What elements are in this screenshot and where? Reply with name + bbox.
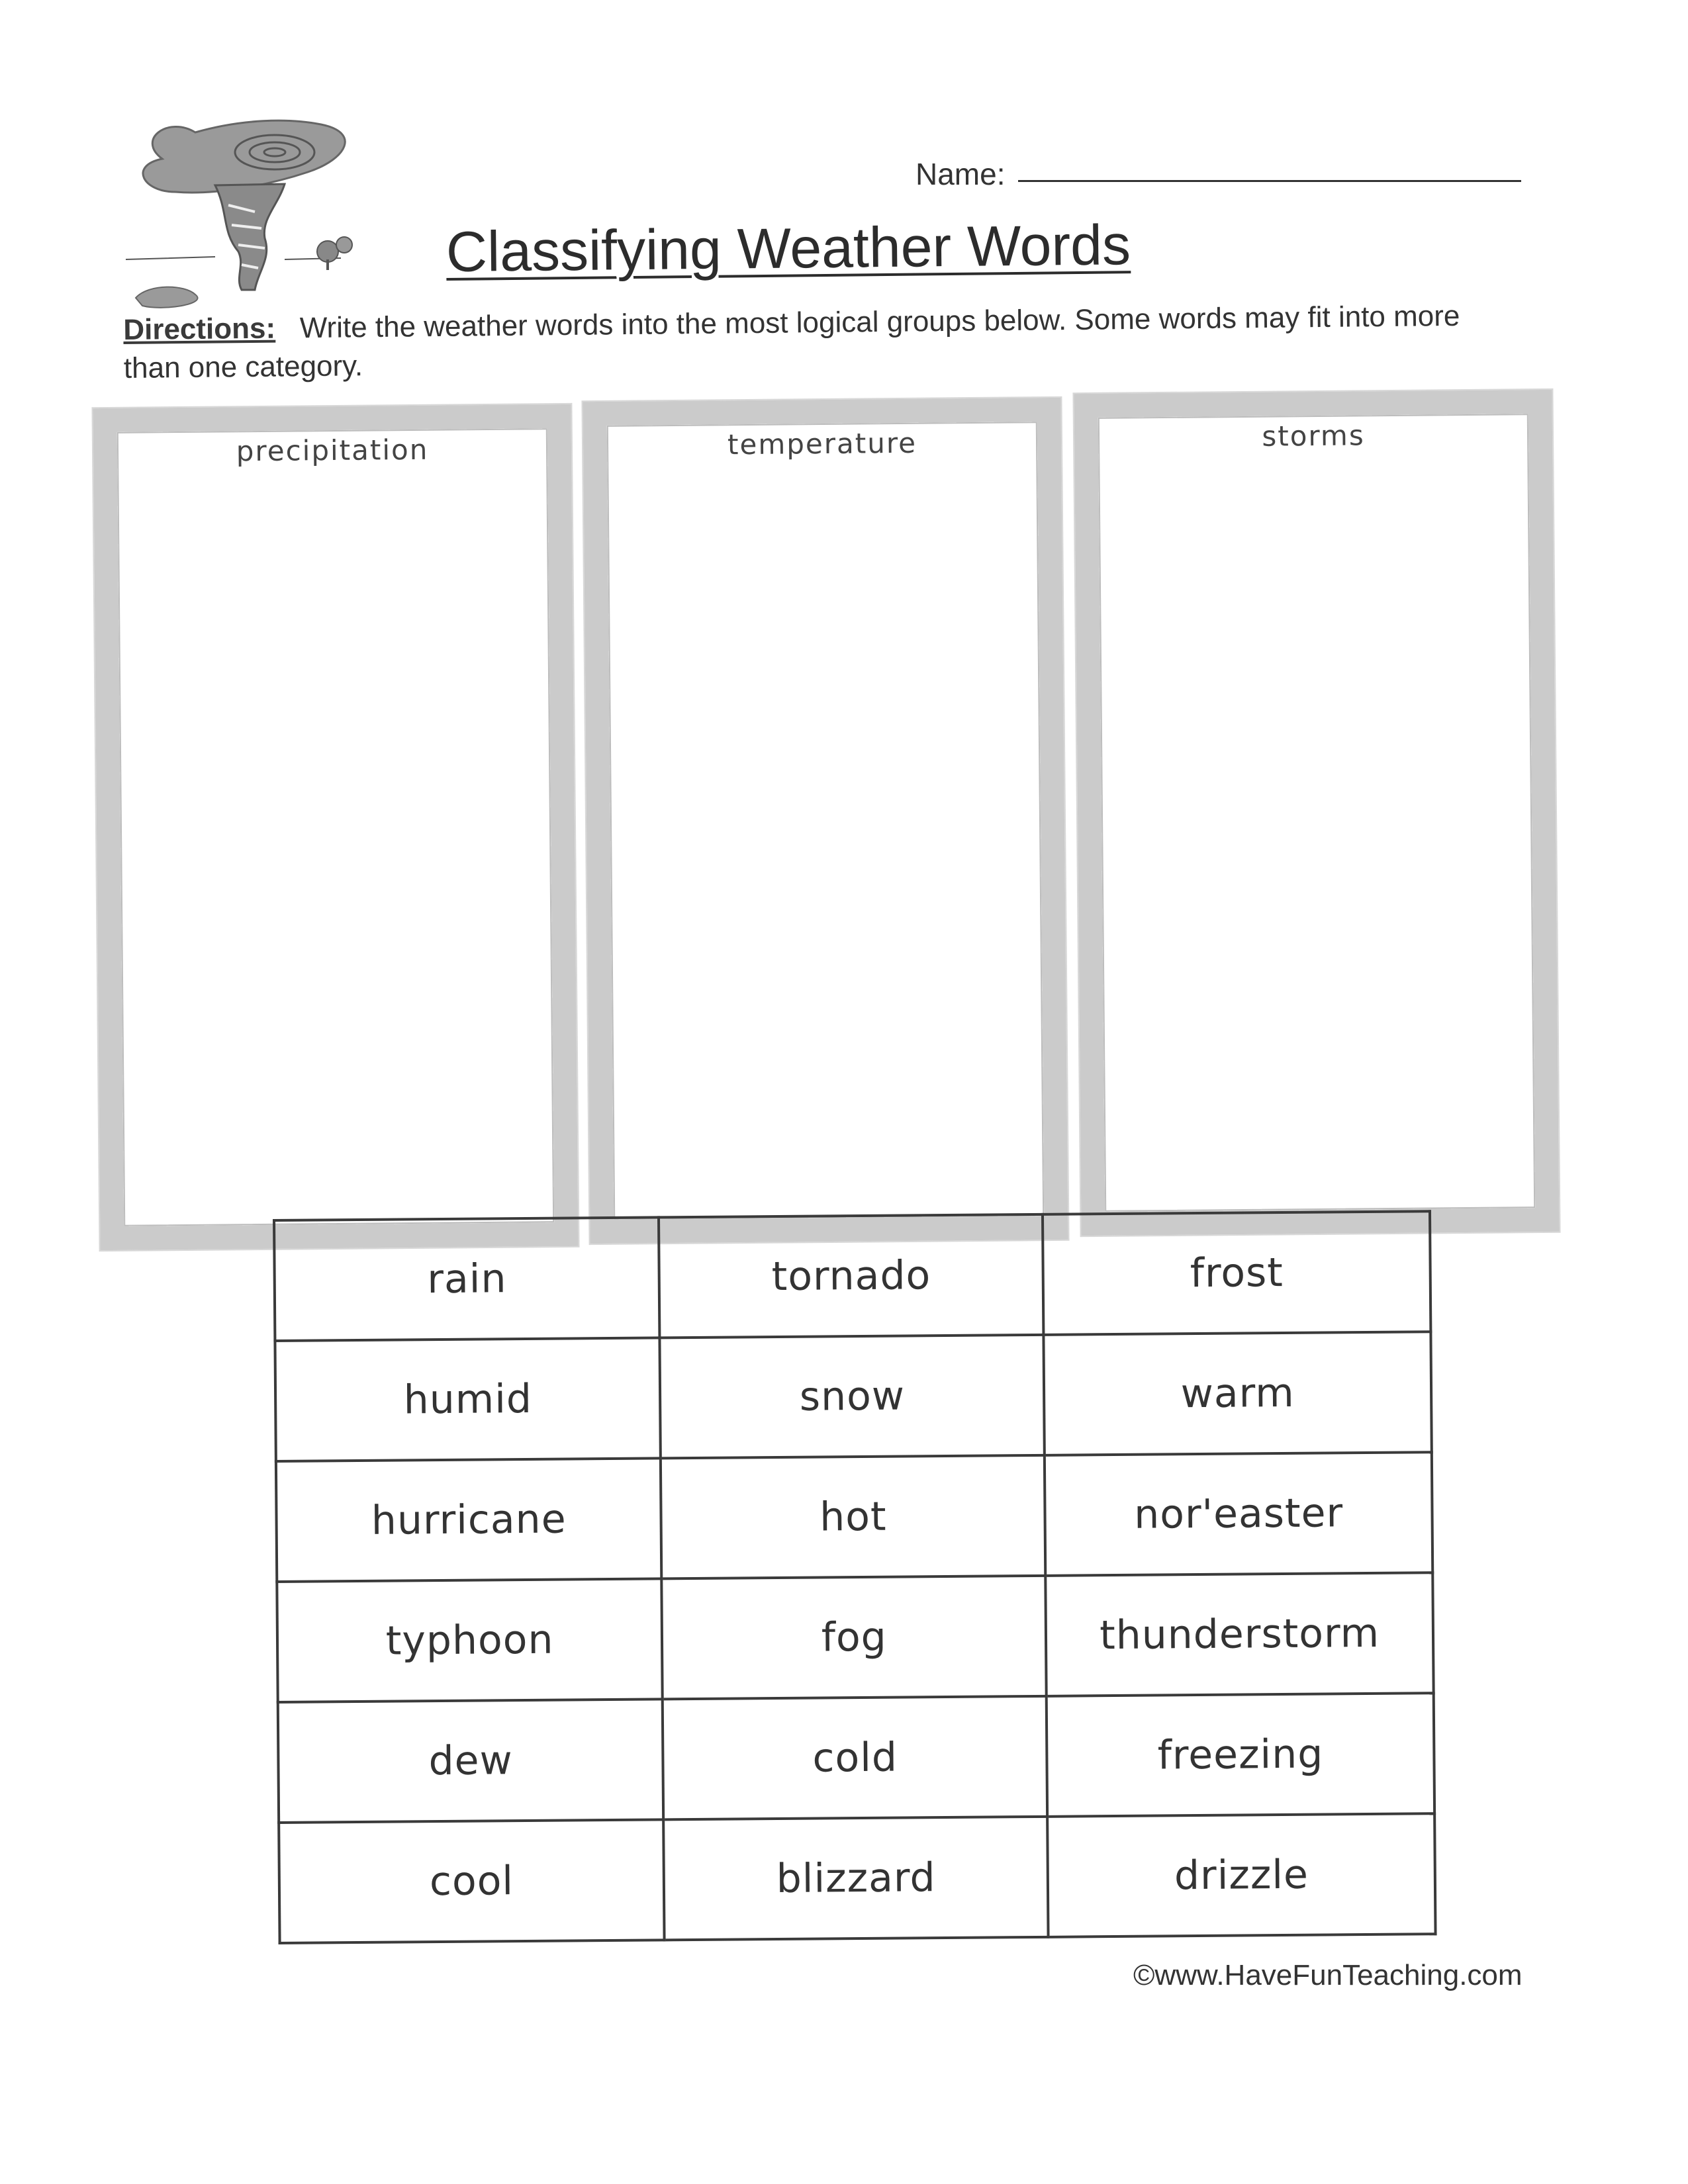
table-row (277, 1572, 1433, 1702)
category-title: precipitation (236, 433, 429, 468)
page-title: Classifying Weather Words (445, 213, 1131, 284)
category-box-precipitation[interactable] (93, 404, 578, 1250)
directions-label: Directions: (123, 312, 276, 346)
table-row (278, 1693, 1434, 1823)
word-cell: hurricane (276, 1458, 662, 1582)
tornado-illustration (122, 113, 414, 318)
name-input-line[interactable] (1018, 180, 1521, 182)
copyright-footer: ©www.HaveFunTeaching.com (1133, 1959, 1523, 1991)
word-cell: rain (274, 1217, 660, 1341)
category-title: storms (1262, 419, 1365, 453)
word-cell: frost (1043, 1211, 1430, 1335)
table-row (274, 1211, 1430, 1341)
word-cell: humid (275, 1338, 661, 1461)
word-cell: hot (661, 1455, 1045, 1579)
tornado-icon (126, 120, 352, 308)
word-cell: typhoon (277, 1578, 663, 1702)
name-label: Name: (915, 157, 1006, 191)
category-title: temperature (727, 426, 917, 461)
directions (123, 296, 1507, 388)
word-cell: cold (663, 1696, 1047, 1820)
category-box-storms[interactable] (1074, 390, 1559, 1236)
word-cell: snow (660, 1335, 1045, 1459)
word-cell: cool (279, 1819, 665, 1943)
table-row (276, 1452, 1432, 1582)
word-cell: dew (278, 1699, 664, 1823)
word-cell: freezing (1047, 1693, 1434, 1817)
directions-text: Write the weather words into the most logical groups below. Some words may fit into more than one category. (123, 299, 1460, 385)
category-box-temperature[interactable] (583, 398, 1068, 1244)
word-cell: nor'easter (1045, 1452, 1432, 1576)
word-cell: drizzle (1047, 1813, 1435, 1937)
table-row (279, 1813, 1435, 1943)
table-row (275, 1332, 1431, 1461)
word-cell: tornado (659, 1214, 1043, 1338)
word-cell: blizzard (663, 1817, 1048, 1940)
word-cell: thunderstorm (1046, 1572, 1434, 1696)
word-cell: fog (662, 1576, 1047, 1700)
word-bank-table (273, 1210, 1437, 1944)
word-cell: warm (1044, 1332, 1432, 1455)
